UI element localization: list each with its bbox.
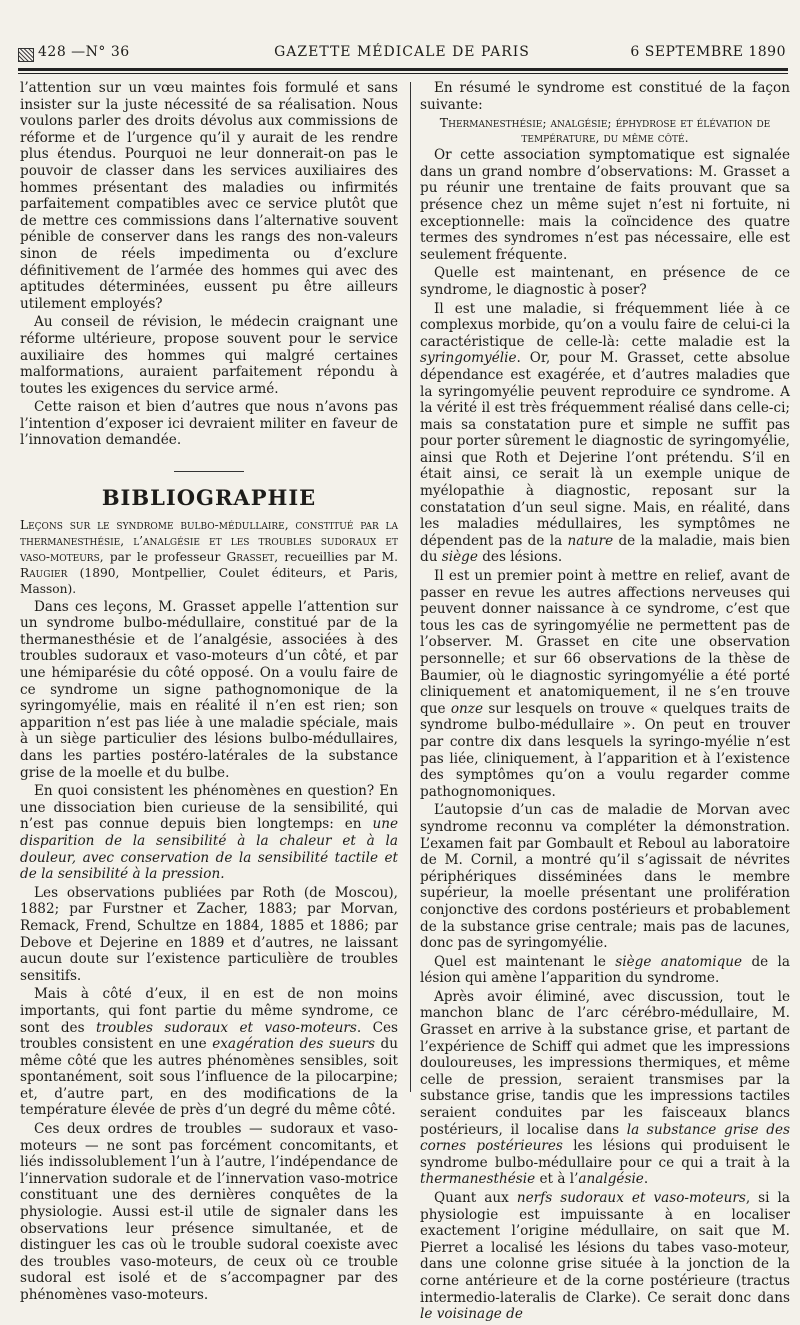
text-run: de la lésion qui amène l’apparition du syndrome.: [420, 953, 790, 987]
text-run: les lésions qui produisent le syndrome bulbo-médullaire pour ce qui a trait à la: [420, 1138, 790, 1171]
text-run: En quoi consistent les phénomènes en question? En une dissociation bien curieuse de la sensibilité, qui n’est pas connue depuis bien longtemps: en: [20, 783, 398, 833]
paragraph: Les observations publiées par Roth (de Moscou), 1882; par Furstner et Zacher, 1883; par Morvan, Remack, Frend, Schultze en 1884, 1885 et 1886; par Debove et Dejerine en 1889 et d’autres, ne laissant aucun doute sur l’existence particulière de troubles sensitifs.: [20, 884, 398, 984]
text-run: de la maladie, mais bien du: [420, 532, 790, 566]
text-run: . Or, pour M. Grasset, cette absolue dépendance est exagérée, et d’autres maladies que la syringomyélie peuvent reproduire ce syndrome. A la vérité il est très fréquemment réalisé dans celle-ci; mais sa constatation pure et simple ne suffit pas pour porter sûrement le diagnostic de syringomyélie, ainsi que Roth et Dejerine l’ont prétendu. S’il en était ainsi, ce serait là un exemple unique de myélopathie à diagnostic, reposant sur la constatation d’un seul signe. Mais, en réalité, dans les maladies médullaires, les symptômes ne dépendent pas de la: [420, 350, 790, 549]
paragraph: Quelle est maintenant, en présence de ce syndrome, le diagnostic à poser?: [420, 265, 790, 298]
paragraph: [420, 301, 790, 567]
paragraph: [420, 568, 790, 800]
paragraph: [20, 783, 398, 883]
text-run: .: [643, 1171, 649, 1188]
reference-text: par le professeur: [103, 549, 227, 564]
italic-run: nature: [567, 532, 614, 549]
reference-text: (1890, Montpellier, Coulet éditeurs, et Paris, Masson).: [20, 565, 398, 596]
reference-text: , recueillies par M.: [274, 549, 398, 564]
text-run: Il est un premier point à mettre en relief, avant de passer en revue les autres affections nerveuses qui peuvent donner naissance à ce syndrome, c’est que tous les cas de syringomyélie ne permettent pas de l’observer. M. Grasset en cite une observation personnelle; et sur 66 observations de la thèse de Baumier, où le diagnostic syringomyélie a été porté cliniquement et anatomiquement, il ne s’en trouve que: [420, 568, 790, 717]
italic-run: la substance grise des cornes postérieures: [420, 1121, 790, 1155]
section-title: BIBLIOGRAPHIE: [101, 485, 317, 511]
italic-run: syringomyélie: [420, 350, 517, 367]
text-run: Il est une maladie, si fréquemment liée à ce complexus morbide, qu’on a voulu faire de celui-ci la caractéristique de celle-là: cette maladie est la: [420, 300, 790, 350]
section-divider: [174, 471, 244, 472]
italic-run: analgésie: [578, 1171, 644, 1188]
reference-author: Grasset: [226, 549, 275, 564]
paragraph: [20, 986, 398, 1119]
paragraph: L’autopsie d’un cas de maladie de Morvan avec syndrome reconnu va compléter la démonstration. L’examen fait par Gombault et Reboul au laboratoire de M. Cornil, a montré qu’il s’agissait de névrites périphériques disséminées dans le membre supérieur, la moelle présentant une prolifération conjonctive des cordons postérieurs et probablement de la substance grise centrale; mais pas de lacunes, donc pas de syringomyélie.: [420, 802, 790, 952]
text-run: du même côté que les autres phénomènes sensibles, soit spontanément, soit sous l’influence de la pilocarpine; et, d’autre part, en des modifications de la température élevée de près d’un degré du même côté.: [20, 1036, 398, 1119]
text-run: Après avoir éliminé, avec discussion, tout le manchon blanc de l’arc cérébro-médullaire, M. Grasset en arrive à la substance grise, et partant de l’expérience de Schiff qui admet que les impressions douloureuses, les impressions thermiques, et même celle de pression, seraient transmises par la substance grise, tandis que les impressions tactiles seraient conduites par les faisceaux blancs postérieurs, il localise dans: [420, 988, 790, 1138]
text-run: Quel est maintenant le: [434, 953, 616, 970]
paragraph: En résumé le syndrome est constitué de la façon suivante:: [420, 80, 790, 113]
paragraph: Au conseil de révision, le médecin craignant une réforme ultérieure, propose souvent pour le service auxiliaire des hommes qui malgré certaines malformations, auraient parfaitement répondu à toutes les exigences du service armé.: [20, 314, 398, 397]
paragraph: l’attention sur un vœu maintes fois formulé et sans insister sur la juste nécessité de sa réalisation. Nous voulons parler des droits dévolus aux commissions de réforme et de l’urgence qu’il y aurait de les rendre plus étendus. Pourquoi ne leur donnerait-on pas le pouvoir de classer dans les services auxiliaires des hommes présentant des maladies ou infirmités parfaitement compatibles avec ce service plutôt que de mettre ces commissions dans l’alternative souvent pénible de conserver dans les rangs des non-valeurs sinon de réels impedimenta ou d’exclure définitivement de l’armée des hommes qui avec des aptitudes déterminées, eussent pu être ailleurs utilement employés?: [20, 80, 398, 312]
italic-run: troubles sudoraux et vaso-moteurs: [96, 1019, 357, 1036]
text-run: des lésions.: [477, 549, 563, 566]
text-run: Quant aux: [434, 1190, 517, 1206]
italic-run: onze: [450, 700, 484, 717]
paragraph: Or cette association symptomatique est signalée dans un grand nombre d’observations: M. Grasset a pu réunir une trentaine de faits prouvant que sa présence chez un même sujet n’est ni fortuite, ni exceptionnelle: mais la coïncidence des quatre termes des syndromes n’est pas nécessaire, elle est seulement fréquente.: [420, 147, 790, 263]
paragraph: Ces deux ordres de troubles — sudoraux et vaso-moteurs — ne sont pas forcément concomitants, et liés indissolublement l’un à l’autre, l’indépendance de l’innervation sudorale et de l’innervation vaso-motrice constituant une des dernières conquêtes de la physiologie. Aussi est-il utile de signaler dans les observations leur présence simultanée, et de distinguer les cas où le trouble sudoral coexiste avec des troubles vaso-moteurs, de ceux où ce trouble sudoral est isolé et de s’accompagner par des phénomènes vaso-moteurs.: [20, 1121, 398, 1303]
page-number: 428 —N° 36: [38, 44, 130, 60]
column-divider: [410, 82, 411, 1092]
text-run: sur lesquels on trouve « quelques traits de syndrome bulbo-médullaire ». On peut en trouver par contre dix dans lesquels la syringo-myélie n’est pas liée, cliniquement, à l’apparition et à l’existence des symptômes qu’on a voulu regarder comme pathognomoniques.: [420, 700, 790, 800]
reference-title: Leçons sur le syndrome bulbo-médullaire, constitué par la thermanesthésie, l’analgésie et les troubles sudoraux et vaso-moteurs,: [20, 517, 398, 564]
issue-date: 6 SEPTEMBRE 1890: [630, 44, 786, 60]
syndrome-summary: Thermanesthésie; analgésie; éphydrose et élévation de température, du même côté.: [439, 115, 771, 146]
reference-editor: Raugier: [20, 565, 68, 580]
italic-run: une disparition de la sensibilité à la chaleur et à la douleur, avec conservation de la sensibilité tactile et de la sensibilité à la pression.: [20, 816, 398, 883]
text-run: , si la physiologie est impuissante à en localiser exactement l’origine médullaire, on sait que M. Pierret a localisé les lésions du tabes vaso-moteur, dans une colonne grise située à la jonction de la corne antérieure et de la corne postérieure (tractus intermedio-lateralis de Clarke). Ce serait donc dans: [420, 1190, 791, 1306]
text-run: . Ces troubles consistent en une: [20, 1019, 398, 1053]
italic-run: thermanesthésie: [420, 1171, 536, 1188]
italic-run: siège: [441, 549, 478, 566]
paragraph: [420, 1190, 790, 1323]
paragraph: Cette raison et bien d’autres que nous n’avons pas l’intention d’exposer ici devraient militer en faveur de l’innovation demandée.: [20, 399, 398, 449]
text-run: Mais à côté d’eux, il en est de non moins importants, qui font partie du même syndrome, ce sont des: [20, 986, 398, 1036]
italic-run: nerfs sudoraux et vaso-moteurs: [516, 1190, 746, 1206]
running-header: [18, 44, 786, 66]
italic-run: le voisinage de: [420, 1306, 523, 1323]
right-column: [420, 80, 790, 1325]
header-rule-thin: [18, 73, 788, 74]
header-rule-thick: [18, 68, 788, 71]
italic-run: siège anatomique: [615, 953, 743, 970]
bibliographic-reference: [20, 517, 398, 597]
left-column: [20, 80, 398, 1306]
paragraph: [420, 989, 790, 1188]
paragraph: Dans ces leçons, M. Grasset appelle l’attention sur un syndrome bulbo-médullaire, constitué par de la thermanesthésie et de l’analgésie, associées à des troubles sudoraux et vaso-moteurs d’un côté, et par une hémiparésie du côté opposé. On a voulu faire de ce syndrome un signe pathognomonique de la syringomyélie, mais en réalité il n’en est rien; son apparition n’est pas liée à une maladie spéciale, mais à un siège particulier des lésions bulbo-médullaires, dans les parties postéro-latérales de la substance grise de la moelle et du bulbe.: [20, 598, 398, 781]
journal-title: GAZETTE MÉDICALE DE PARIS: [274, 44, 530, 60]
paragraph: [420, 954, 790, 987]
text-run: et à l’: [535, 1171, 579, 1188]
italic-run: exagération des sueurs: [212, 1036, 375, 1053]
